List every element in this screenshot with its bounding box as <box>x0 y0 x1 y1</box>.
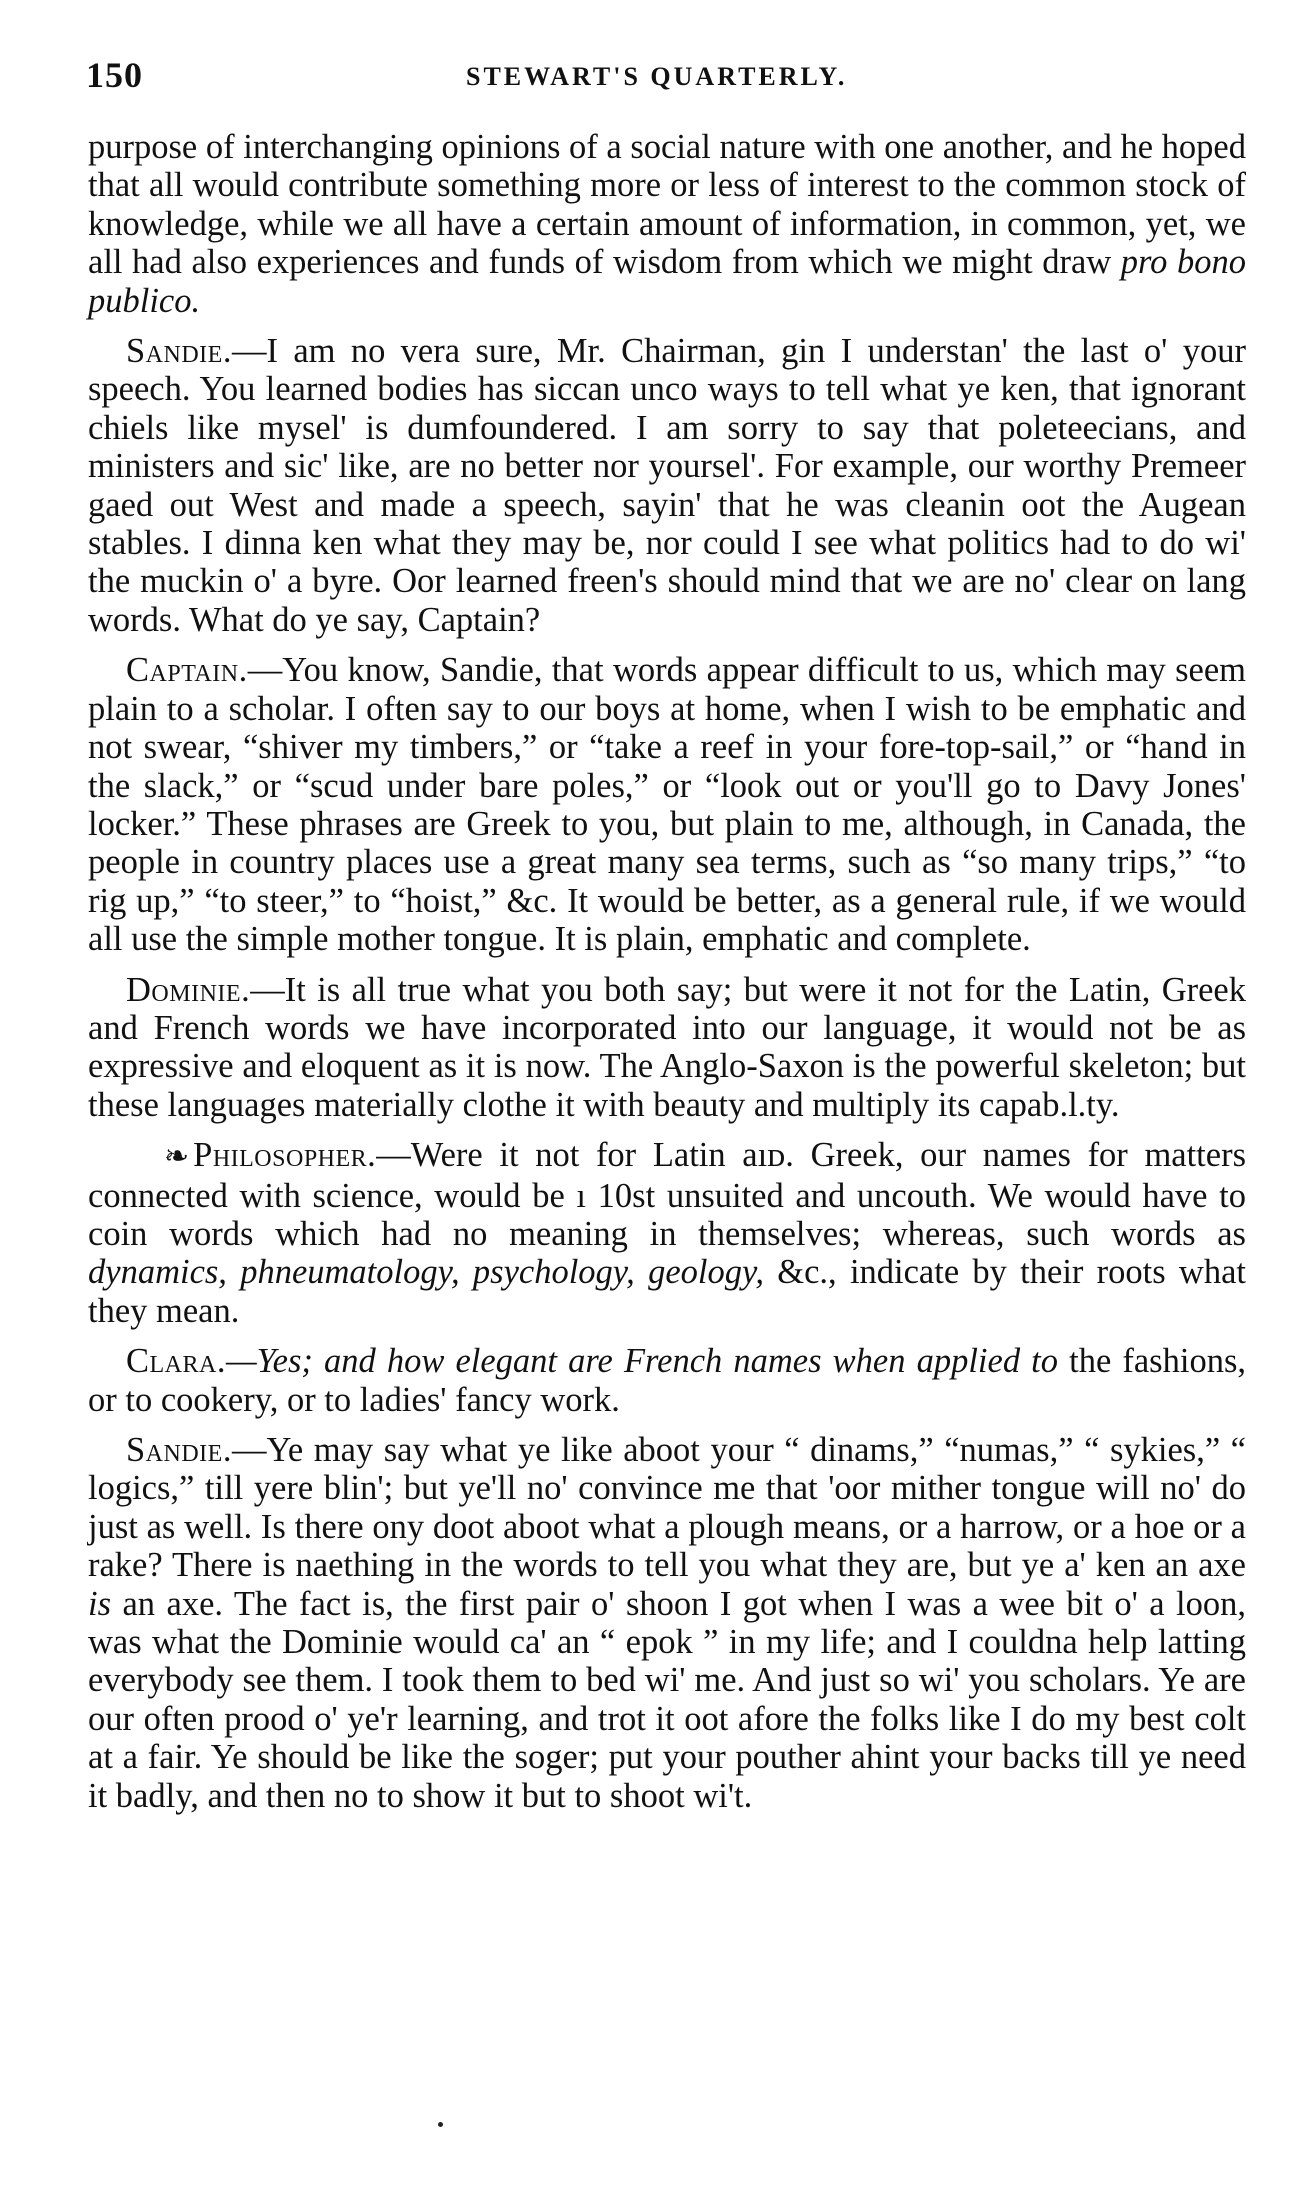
printing-speck <box>438 2122 443 2127</box>
italic-terms: dynamics, phneumatology, psychology, geology, <box>88 1253 765 1292</box>
paragraph-clara <box>88 1342 1246 1419</box>
text-body <box>88 128 1246 1827</box>
paragraph-philosopher <box>88 1136 1246 1330</box>
paragraph-text-after: &c., indicate by their roots what they mean. <box>88 1253 1246 1330</box>
page-number: 150 <box>86 55 143 95</box>
speaker-name: Captain. <box>126 651 248 690</box>
paragraph-sandie-2 <box>88 1431 1246 1815</box>
paragraph-text-after: an axe. The fact is, the first pair o' shoon I got when I was a wee bit o' a loon, was what the Dominie would ca' an “ epok ” in my life; and I couldna help latting everybody see them. I took them to bed wi' me. And just so wi' you scholars. Ye are our often prood o' ye'r learning, and trot it oot afore the folks like I do my best colt at a fair. Ye should be like the soger; put your pouther ahint your backs till ye need it badly, and then no to show it but to shoot wi't. <box>88 1584 1246 1815</box>
paragraph-text: —You know, Sandie, that words appear difficult to us, which may seem plain to a scholar. I often say to our boys at home, when I wish to be emphatic and not swear, “shiver my timbers,” or “take a reef in your fore-top-sail,” or “hand in the slack,” or “scud under bare poles,” or “look out or you'll go to Davy Jones' locker.” These phrases are Greek to you, but plain to me, although, in Canada, the people in country places use a great many sea terms, such as “so many trips,” “to rig up,” “to steer,” to “hoist,” &c. It would be better, as a general rule, if we would all use the simple mother tongue. It is plain, emphatic and complete. <box>88 651 1246 959</box>
speaker-name: Sandie. <box>126 332 232 371</box>
paragraph-text: —It is all true what you both say; but were it not for the Latin, Greek and French words we have incorporated into our language, it would not be as expressive and eloquent as it is now. The Anglo-Saxon is the powerful skeleton; but these languages materially clothe it with beauty and multiply its capab.l.ty. <box>88 970 1246 1124</box>
paragraph-italic-text: —Yes; and how elegant are French names when applied to <box>225 1342 1059 1381</box>
printers-fleuron-icon: ❧ <box>164 1140 190 1174</box>
paragraph-text: the fashions, or to cookery, or to ladies' fancy work. <box>88 1342 1246 1419</box>
paragraph-text: —Were it not for Latin aıᴅ. Greek, our names for matters connected with science, would be ı 10st unsuited and uncouth. We would have to coin words which had no meaning in themselves; whereas, such words as <box>88 1136 1246 1253</box>
paragraph-text: purpose of interchanging opinions of a social nature with one another, and he hoped that all would contribute something more or less of interest to the common stock of knowledge, while we all have a certain amount of information, in common, yet, we all had also experiences and funds of wisdom from which we might draw <box>88 128 1246 282</box>
speaker-name: Dominie. <box>126 970 251 1009</box>
paragraph-sandie-1 <box>88 332 1246 639</box>
speaker-name: Philosopher. <box>193 1136 377 1175</box>
paragraph-text: —Ye may say what ye like aboot your “ dinams,” “numas,” “ sykies,” “ logics,” till yere blin'; but ye'll no' convince me that 'oor mither tongue will no' do just as well. Is there ony doot aboot what a plough means, or a harrow, or a hoe or a rake? There is naething in the words to tell you what they are, but ye a' ken an axe <box>88 1431 1246 1585</box>
speaker-name: Sandie. <box>126 1431 232 1469</box>
paragraph-dominie <box>88 971 1246 1125</box>
journal-title: STEWART'S QUARTERLY. <box>466 62 848 91</box>
paragraph-captain <box>88 651 1246 958</box>
italic-word: is <box>88 1584 112 1623</box>
running-head <box>86 54 1246 114</box>
paragraph-opening <box>88 128 1246 320</box>
latin-phrase: pro bono publico. <box>88 243 1246 320</box>
paragraph-text: —I am no vera sure, Mr. Chairman, gin I understan' the last o' your speech. You learned bodies has siccan unco ways to tell what ye ken, that ignorant chiels like mysel' is dumfoundered. I am sorry to say that poleteecians, and ministers and sic' like, are no better nor yoursel'. For example, our worthy Premeer gaed out West and made a speech, sayin' that he was cleanin oot the Augean stables. I dinna ken what they may be, nor could I see what politics had to do wi' the muckin o' a byre. Oor learned freen's should mind that we are no' clear on lang words. What do ye say, Captain? <box>88 332 1246 639</box>
speaker-name: Clara. <box>126 1342 226 1381</box>
